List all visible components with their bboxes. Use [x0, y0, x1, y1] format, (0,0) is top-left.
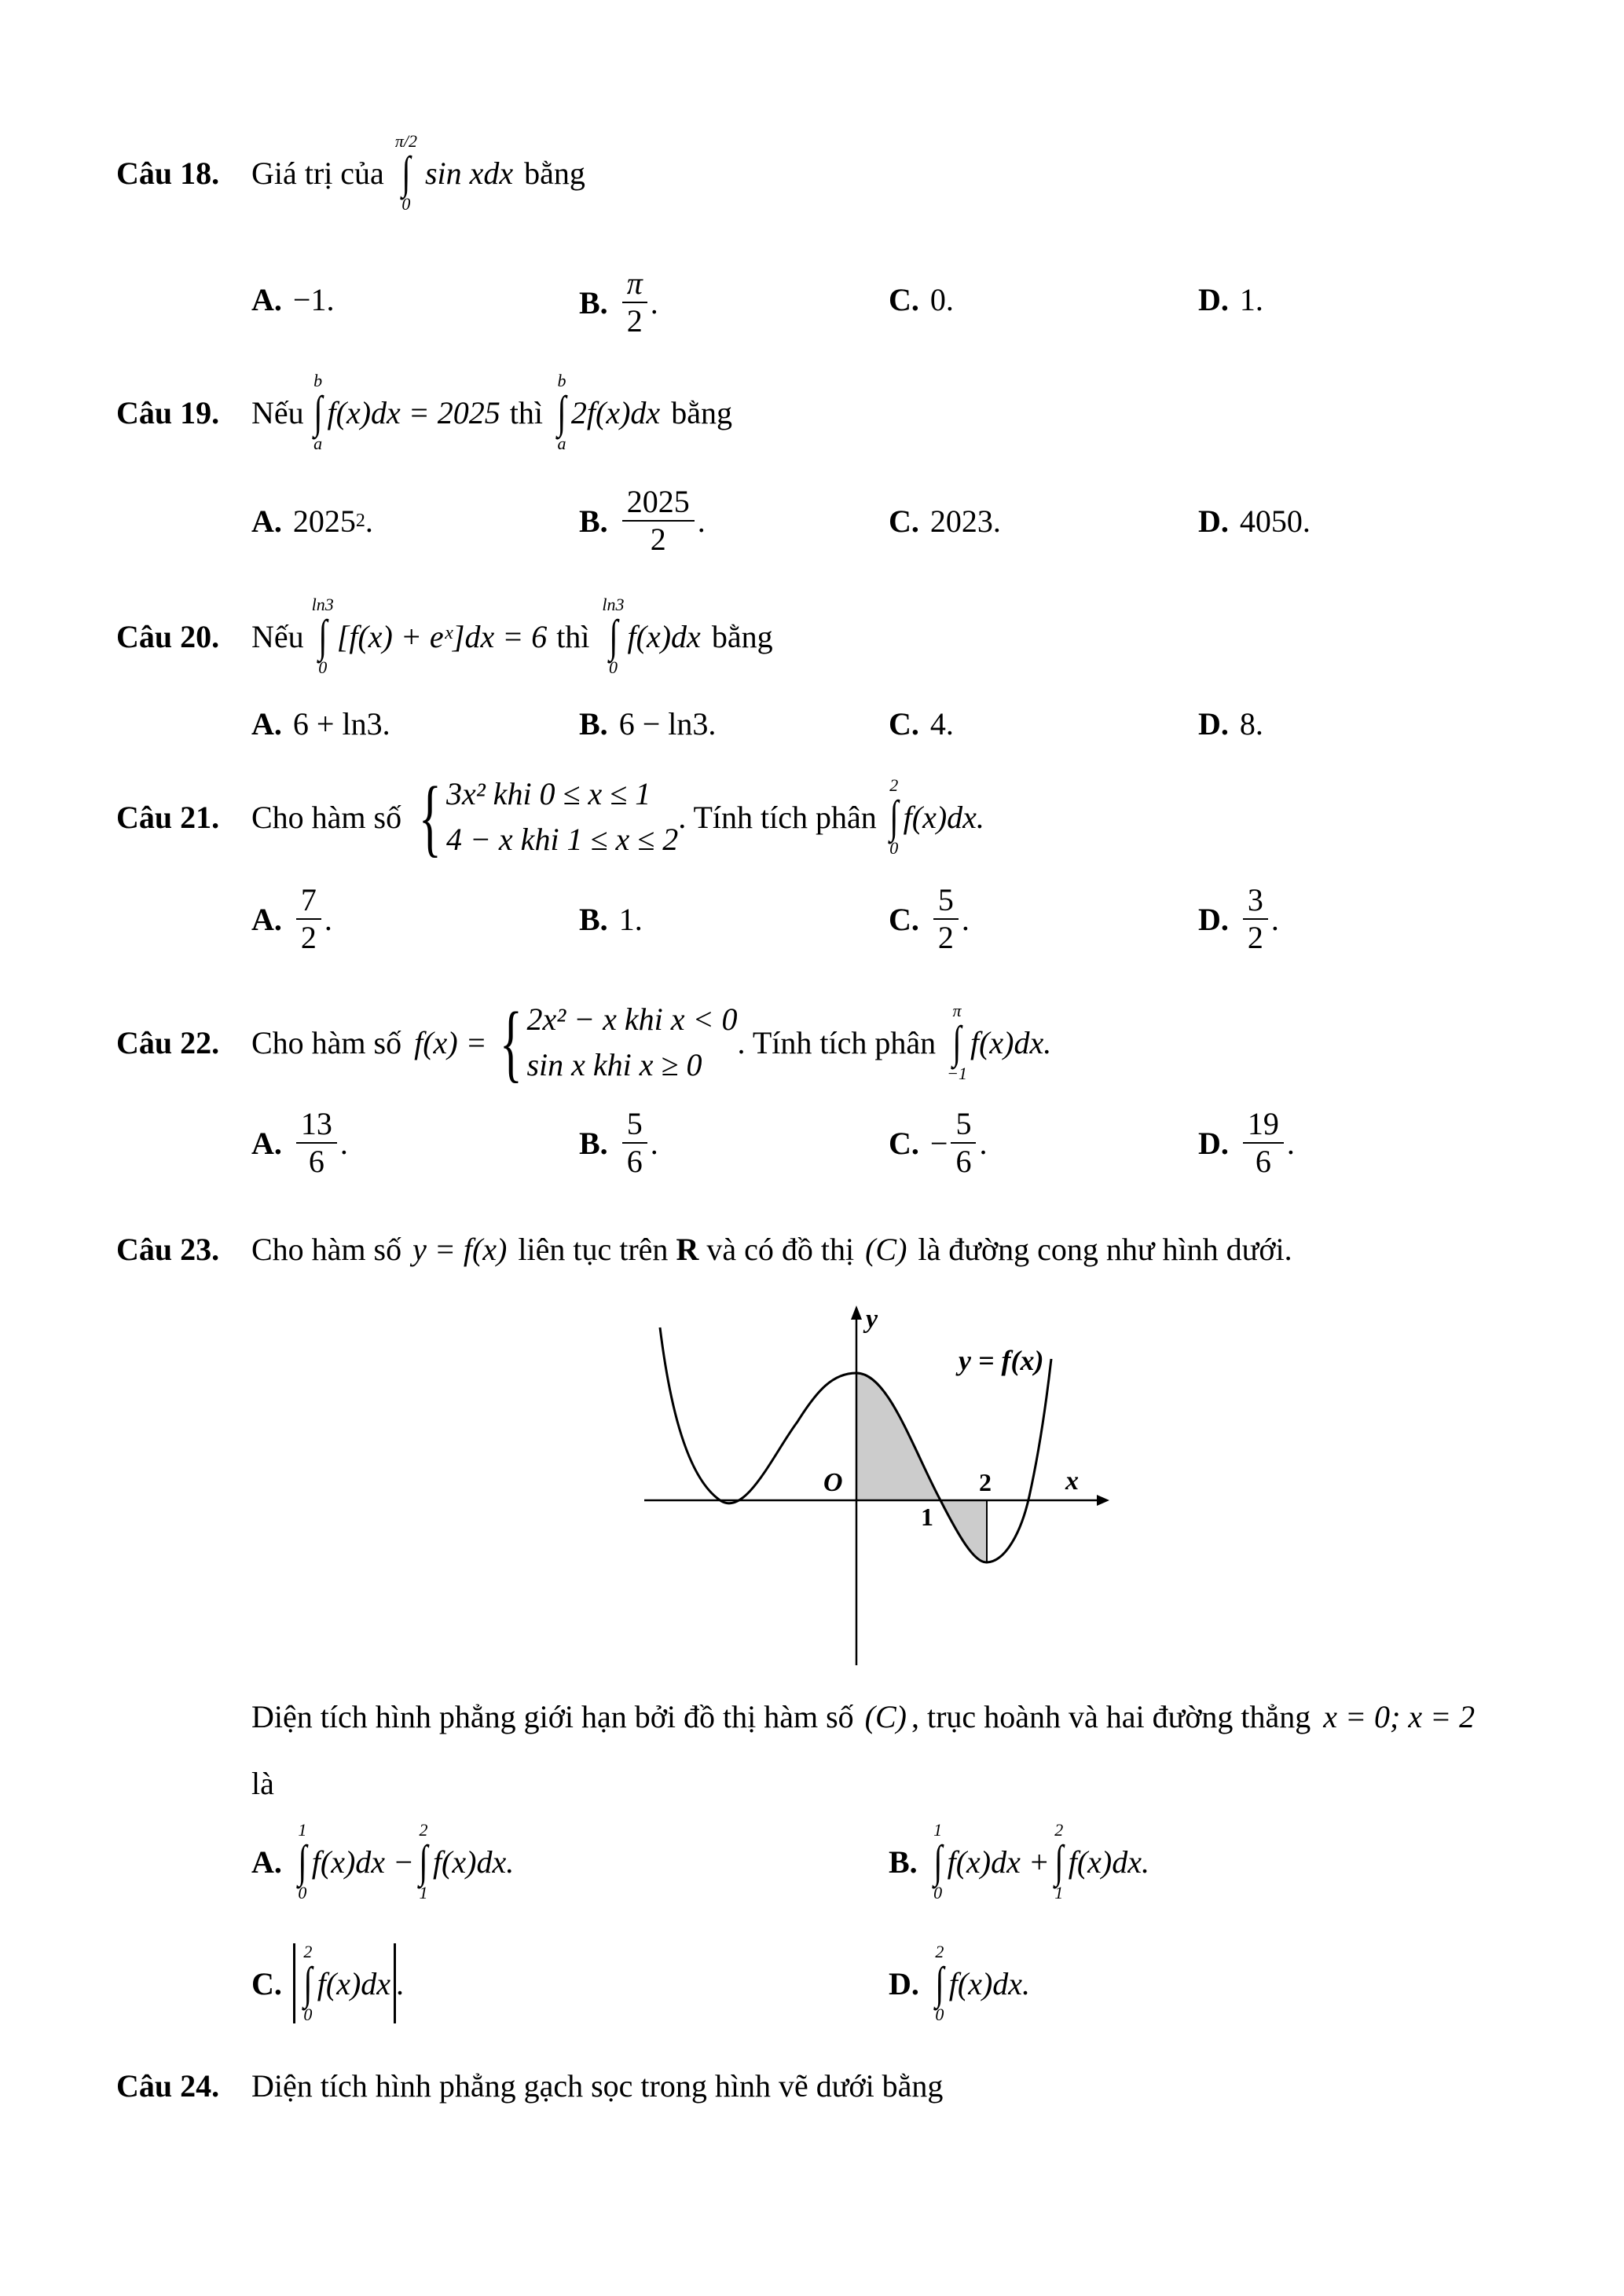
answer-a[interactable]: A. 1 ∫ 0 f(x)dx − 2 ∫ 1 f(x)dx. — [251, 1820, 515, 1902]
function-graph — [629, 1296, 1116, 1673]
answer-d[interactable]: D. 8. — [1198, 706, 1263, 742]
integrand: f(x)dx = 2025 — [327, 394, 500, 430]
integrand: f(x)dx. — [970, 1024, 1052, 1060]
answer-a[interactable]: A. 2025 2 . — [251, 504, 373, 539]
case-2: sin x khi x ≥ 0 — [526, 1047, 702, 1082]
origin-label: O — [823, 1468, 843, 1497]
question-label: Câu 20. — [116, 618, 220, 654]
stem-text: là đường cong như hình dưới. — [918, 1231, 1292, 1267]
question-23-description-end — [251, 1760, 274, 1807]
answer-a[interactable]: A. $\frac{13}{6}$ . — [251, 1106, 348, 1179]
stem-text: Nếu — [251, 394, 304, 430]
integrand: sin xdx — [424, 155, 514, 191]
curve-name: (C) — [864, 1698, 907, 1734]
integrand: [f(x) + eˣ]dx = 6 — [336, 618, 548, 654]
stem-text: bằng — [524, 155, 585, 191]
stem-text: thì — [509, 394, 544, 430]
stem-text: Cho hàm số — [251, 1231, 402, 1267]
question-label: Câu 19. — [116, 394, 220, 430]
question-18-stem — [116, 126, 585, 220]
integrand: f(x)dx — [627, 618, 701, 654]
integral: ln3 ∫ 0 — [602, 595, 625, 677]
stem-text: Cho hàm số — [251, 1024, 402, 1060]
integral: ln3 ∫ 0 — [311, 595, 334, 677]
question-20-stem — [116, 589, 773, 683]
stem-text: và có đồ thị — [706, 1231, 855, 1267]
stem-text: . Tính tích phân — [737, 1024, 937, 1060]
case-1: 2x² − x khi x < 0 — [526, 1002, 738, 1037]
piecewise-function: { 3x² khi 0 ≤ x ≤ 1 4 − x khi 1 ≤ x ≤ 2 — [419, 769, 679, 865]
answer-b[interactable]: B. 1. — [579, 902, 643, 937]
question-label: Câu 21. — [116, 799, 220, 835]
stem-text: thì — [556, 618, 590, 654]
tick-label-2: 2 — [979, 1468, 992, 1496]
stem-text: Nếu — [251, 618, 304, 654]
question-23-stem — [116, 1225, 1292, 1273]
x-axis-arrow-icon — [1097, 1495, 1109, 1506]
real-set-symbol: R — [676, 1231, 699, 1267]
answer-d[interactable]: D. 4050. — [1198, 504, 1311, 539]
integral: π ∫ −1 — [947, 1001, 967, 1083]
question-21-stem — [116, 766, 984, 868]
question-label: Câu 23. — [116, 1231, 220, 1267]
function-name: f(x) = — [414, 1024, 487, 1060]
answer-c[interactable]: C. 0. — [889, 282, 954, 317]
stem-text: bằng — [671, 394, 732, 430]
answer-a[interactable]: A. 6 + ln3. — [251, 706, 390, 742]
answer-c[interactable]: C. 4. — [889, 706, 954, 742]
x-axis-label: x — [1065, 1467, 1079, 1496]
question-label: Câu 18. — [116, 155, 220, 191]
answer-c[interactable]: C. $\frac{5}{2}$ . — [889, 882, 970, 955]
integral: 2 ∫ 0 — [889, 775, 899, 858]
answer-d[interactable]: D. 1. — [1198, 282, 1263, 317]
integrand: f(x)dx. — [903, 799, 984, 835]
answer-b[interactable]: B. $\frac{2025}{2}$ . — [579, 484, 706, 557]
answer-a[interactable]: A. −1. — [251, 282, 335, 317]
answer-b[interactable]: B. $\frac{5}{6}$ . — [579, 1106, 658, 1179]
answer-d[interactable]: D. $\frac{3}{2}$ . — [1198, 882, 1279, 955]
stem-text: Giá trị của — [251, 155, 384, 191]
integral: π/2 ∫ 0 — [394, 131, 417, 214]
answer-c[interactable]: C. 2023. — [889, 504, 1001, 539]
integral: b ∫ a — [557, 371, 566, 453]
boundary-lines: x = 0; x = 2 — [1323, 1698, 1476, 1734]
tick-label-1: 1 — [921, 1503, 933, 1531]
stem-text: . Tính tích phân — [678, 799, 877, 835]
answer-a[interactable]: A. $\frac{7}{2}$ . — [251, 882, 332, 955]
answer-b[interactable]: B. 1 ∫ 0 f(x)dx + 2 ∫ 1 f(x)dx. — [889, 1820, 1149, 1902]
piecewise-function: { 2x² − x khi x < 0 sin x khi x ≥ 0 — [499, 994, 738, 1090]
answer-b[interactable]: B. $\frac{\pi}{2}$ . — [579, 265, 658, 339]
y-axis-label: y — [866, 1305, 878, 1334]
question-19-stem — [116, 365, 732, 460]
answer-d[interactable]: D. 2 ∫ 0 f(x)dx. — [889, 1942, 1031, 2024]
curve-name: (C) — [865, 1231, 907, 1267]
integral-lower-limit: 0 — [401, 194, 411, 214]
stem-text: , trục hoành và hai đường thẳng — [911, 1698, 1311, 1734]
case-1: 3x² khi 0 ≤ x ≤ 1 — [445, 776, 651, 811]
question-label: Câu 22. — [116, 1024, 220, 1060]
question-24-stem — [116, 2062, 943, 2109]
question-label: Câu 24. — [116, 2067, 220, 2104]
integral-upper-limit: π/2 — [394, 131, 417, 151]
case-2: 4 − x khi 1 ≤ x ≤ 2 — [445, 822, 679, 857]
stem-text: Diện tích hình phẳng giới hạn bởi đồ thị hàm số — [251, 1698, 854, 1734]
stem-text: là — [251, 1765, 274, 1801]
curve-label: y = f(x) — [959, 1345, 1044, 1376]
stem-text: Cho hàm số — [251, 799, 402, 835]
question-22-stem — [116, 991, 1051, 1093]
y-axis-arrow-icon — [851, 1305, 862, 1320]
stem-text: liên tục trên — [518, 1231, 669, 1267]
integrand: 2f(x)dx — [570, 394, 661, 430]
stem-text: Diện tích hình phẳng gạch sọc trong hình vẽ dưới bằng — [251, 2067, 944, 2104]
function-expression: y = f(x) — [412, 1231, 508, 1267]
shaded-region-negative — [940, 1500, 987, 1562]
shaded-region-positive — [856, 1373, 940, 1500]
question-23-description — [251, 1693, 1475, 1740]
integral: b ∫ a — [313, 371, 323, 453]
answer-c[interactable]: C. 2 ∫ 0 f(x)dx . — [251, 1942, 405, 2024]
answer-b[interactable]: B. 6 − ln3. — [579, 706, 717, 742]
stem-text: bằng — [711, 618, 773, 654]
answer-c[interactable]: C. − $\frac{5}{6}$ . — [889, 1106, 988, 1179]
answer-d[interactable]: D. $\frac{19}{6}$ . — [1198, 1106, 1295, 1179]
